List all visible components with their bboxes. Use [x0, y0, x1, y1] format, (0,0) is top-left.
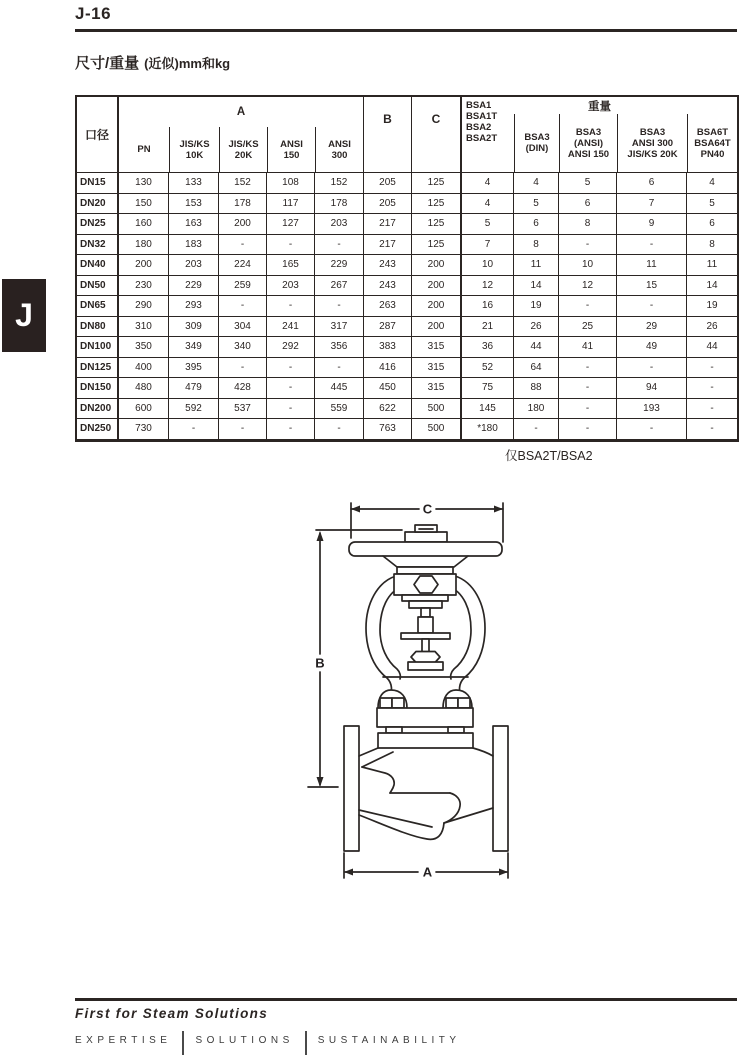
table-cell: 200: [412, 317, 462, 338]
subheader-a-2: JIS/KS 20K: [219, 127, 267, 172]
footer-tagline: First for Steam Solutions: [75, 1006, 269, 1021]
row-size-cell: DN25: [77, 214, 119, 235]
table-cell: 309: [169, 317, 219, 338]
table-cell: 763: [364, 419, 412, 440]
table-cell: 11: [617, 255, 687, 276]
table-cell: 125: [412, 214, 462, 235]
table-cell: -: [559, 419, 617, 440]
table-cell: 41: [559, 337, 617, 358]
subheader-weight-2: BSA3 (ANSI) ANSI 150: [559, 114, 617, 172]
table-cell: 6: [687, 214, 737, 235]
table-cell: 400: [119, 358, 169, 379]
table-cell: 200: [412, 276, 462, 297]
table-cell: 287: [364, 317, 412, 338]
table-cell: 117: [267, 194, 315, 215]
table-cell: 183: [169, 235, 219, 256]
table-cell: 8: [687, 235, 737, 256]
table-cell: 178: [219, 194, 267, 215]
table-cell: 205: [364, 194, 412, 215]
table-cell: 127: [267, 214, 315, 235]
valve-handwheel: [349, 525, 502, 567]
column-header-size: 口径: [77, 97, 119, 173]
table-cell: 5: [462, 214, 514, 235]
table-cell: -: [219, 296, 267, 317]
subheader-weight-1: BSA3 (DIN): [514, 114, 559, 172]
subheader-a-3: ANSI 150: [267, 127, 315, 172]
table-cell: -: [315, 296, 364, 317]
table-cell: 12: [559, 276, 617, 297]
table-cell: 5: [514, 194, 559, 215]
subheader-weight-0: BSA1 BSA1T BSA2 BSA2T: [466, 100, 498, 144]
dim-label-b: B: [315, 655, 325, 671]
footer-separator: [182, 1031, 184, 1055]
table-cell: 125: [412, 194, 462, 215]
table-cell: 203: [267, 276, 315, 297]
table-cell: 241: [267, 317, 315, 338]
valve-yoke-sleeve: [394, 567, 456, 608]
table-cell: -: [514, 419, 559, 440]
subheader-a-4: ANSI 300: [315, 127, 363, 172]
row-size-cell: DN125: [77, 358, 119, 379]
table-cell: 537: [219, 399, 267, 420]
table-cell: 52: [462, 358, 514, 379]
table-cell: 44: [514, 337, 559, 358]
table-cell: -: [169, 419, 219, 440]
row-size-cell: DN20: [77, 194, 119, 215]
table-cell: 26: [514, 317, 559, 338]
table-cell: -: [267, 358, 315, 379]
title-suffix: (近似)mm和kg: [144, 56, 231, 71]
group-a-subheaders: [119, 127, 363, 172]
table-cell: 26: [687, 317, 737, 338]
table-cell: 130: [119, 173, 169, 194]
table-cell: -: [267, 378, 315, 399]
table-cell: -: [559, 235, 617, 256]
table-cell: -: [267, 296, 315, 317]
page-code: J-16: [75, 4, 112, 23]
table-cell: 6: [617, 173, 687, 194]
table-cell: 94: [617, 378, 687, 399]
table-cell: -: [687, 419, 737, 440]
table-cell: -: [559, 399, 617, 420]
table-cell: -: [617, 419, 687, 440]
table-cell: -: [559, 378, 617, 399]
valve-stem: [401, 608, 450, 670]
table-cell: 243: [364, 255, 412, 276]
table-cell: -: [219, 358, 267, 379]
table-cell: 5: [687, 194, 737, 215]
table-cell: 152: [219, 173, 267, 194]
dimensions-table: [75, 95, 739, 442]
row-size-cell: DN200: [77, 399, 119, 420]
title-main: 尺寸/重量: [75, 55, 140, 72]
table-cell: 229: [315, 255, 364, 276]
table-cell: 356: [315, 337, 364, 358]
table-note: 仅BSA2T/BSA2: [505, 449, 593, 463]
table-cell: -: [267, 399, 315, 420]
dim-label-a: A: [422, 864, 433, 880]
table-cell: 340: [219, 337, 267, 358]
section-tab: [2, 279, 46, 352]
table-cell: 349: [169, 337, 219, 358]
table-cell: -: [617, 235, 687, 256]
footer-words: [75, 1031, 461, 1055]
table-cell: 11: [687, 255, 737, 276]
row-size-cell: DN65: [77, 296, 119, 317]
table-cell: 200: [119, 255, 169, 276]
table-cell: 500: [412, 419, 462, 440]
table-cell: 8: [514, 235, 559, 256]
table-cell: *180: [462, 419, 514, 440]
table-cell: 200: [412, 296, 462, 317]
weight-group-label: 重量: [588, 101, 611, 113]
table-cell: 4: [462, 194, 514, 215]
table-cell: 290: [119, 296, 169, 317]
table-cell: 7: [617, 194, 687, 215]
table-cell: 19: [514, 296, 559, 317]
table-cell: 4: [514, 173, 559, 194]
footer-rule: [75, 998, 737, 1001]
table-cell: 11: [514, 255, 559, 276]
row-size-cell: DN15: [77, 173, 119, 194]
table-cell: 416: [364, 358, 412, 379]
table-cell: 10: [559, 255, 617, 276]
section-tab-letter: J: [15, 297, 33, 333]
row-size-cell: DN50: [77, 276, 119, 297]
table-cell: 75: [462, 378, 514, 399]
table-cell: 4: [462, 173, 514, 194]
header-rule: [75, 29, 737, 32]
table-cell: 6: [559, 194, 617, 215]
table-cell: 428: [219, 378, 267, 399]
subheader-a-0: PN: [137, 144, 151, 155]
column-header-b: B: [364, 97, 412, 173]
table-cell: 14: [514, 276, 559, 297]
table-cell: -: [315, 419, 364, 440]
table-cell: 383: [364, 337, 412, 358]
table-cell: 25: [559, 317, 617, 338]
table-cell: 229: [169, 276, 219, 297]
subheader-a-1: JIS/KS 10K: [169, 127, 219, 172]
table-cell: -: [687, 399, 737, 420]
table-cell: 315: [412, 337, 462, 358]
table-cell: 125: [412, 173, 462, 194]
table-cell: 14: [687, 276, 737, 297]
table-cell: -: [315, 358, 364, 379]
table-cell: 133: [169, 173, 219, 194]
table-cell: -: [219, 235, 267, 256]
table-cell: 145: [462, 399, 514, 420]
table-cell: 10: [462, 255, 514, 276]
table-cell: 153: [169, 194, 219, 215]
table-cell: 479: [169, 378, 219, 399]
table-cell: 9: [617, 214, 687, 235]
table-cell: 7: [462, 235, 514, 256]
table-cell: 315: [412, 378, 462, 399]
table-cell: 163: [169, 214, 219, 235]
row-size-cell: DN250: [77, 419, 119, 440]
table-cell: -: [267, 235, 315, 256]
table-cell: 88: [514, 378, 559, 399]
table-cell: 21: [462, 317, 514, 338]
table-cell: 205: [364, 173, 412, 194]
table-cell: 160: [119, 214, 169, 235]
table-cell: -: [617, 358, 687, 379]
table-cell: -: [219, 419, 267, 440]
column-header-c: C: [412, 97, 462, 173]
table-cell: 224: [219, 255, 267, 276]
table-cell: 217: [364, 235, 412, 256]
row-size-cell: DN100: [77, 337, 119, 358]
table-cell: 8: [559, 214, 617, 235]
table-cell: -: [687, 378, 737, 399]
table-cell: 293: [169, 296, 219, 317]
table-cell: 203: [315, 214, 364, 235]
table-cell: 49: [617, 337, 687, 358]
footer-word-solutions: SOLUTIONS: [195, 1035, 294, 1046]
table-cell: 200: [219, 214, 267, 235]
table-cell: 600: [119, 399, 169, 420]
table-cell: 125: [412, 235, 462, 256]
table-cell: 500: [412, 399, 462, 420]
subheader-weight-3: BSA3 ANSI 300 JIS/KS 20K: [617, 114, 687, 172]
table-cell: 267: [315, 276, 364, 297]
column-group-weight: [462, 97, 737, 173]
table-cell: 200: [412, 255, 462, 276]
footer-separator: [305, 1031, 307, 1055]
table-cell: 203: [169, 255, 219, 276]
table-cell: 230: [119, 276, 169, 297]
table-cell: 559: [315, 399, 364, 420]
table-cell: 622: [364, 399, 412, 420]
table-cell: 5: [559, 173, 617, 194]
group-a-label: A: [236, 106, 246, 118]
table-cell: 108: [267, 173, 315, 194]
table-cell: 395: [169, 358, 219, 379]
table-cell: 6: [514, 214, 559, 235]
valve-drawing: [280, 480, 540, 900]
table-cell: -: [315, 235, 364, 256]
table-cell: 193: [617, 399, 687, 420]
row-size-cell: DN80: [77, 317, 119, 338]
row-size-cell: DN32: [77, 235, 119, 256]
dim-label-c: C: [422, 501, 433, 517]
table-cell: 29: [617, 317, 687, 338]
table-cell: 165: [267, 255, 315, 276]
table-cell: 64: [514, 358, 559, 379]
table-cell: 150: [119, 194, 169, 215]
valve-bonnet: [377, 690, 473, 748]
table-cell: 178: [315, 194, 364, 215]
table-cell: -: [559, 296, 617, 317]
table-cell: 480: [119, 378, 169, 399]
table-cell: -: [559, 358, 617, 379]
table-cell: 292: [267, 337, 315, 358]
table-cell: 36: [462, 337, 514, 358]
table-cell: 243: [364, 276, 412, 297]
page-title: [75, 52, 230, 73]
table-cell: 315: [412, 358, 462, 379]
table-cell: 16: [462, 296, 514, 317]
subheader-weight-4: BSA6T BSA64T PN40: [687, 114, 737, 172]
table-cell: 180: [119, 235, 169, 256]
table-cell: 450: [364, 378, 412, 399]
table-cell: 217: [364, 214, 412, 235]
table-cell: 4: [687, 173, 737, 194]
table-cell: 317: [315, 317, 364, 338]
table-cell: 350: [119, 337, 169, 358]
table-cell: 592: [169, 399, 219, 420]
table-cell: -: [687, 358, 737, 379]
table-cell: 15: [617, 276, 687, 297]
table-cell: -: [267, 419, 315, 440]
table-cell: 304: [219, 317, 267, 338]
table-cell: -: [617, 296, 687, 317]
table-cell: 730: [119, 419, 169, 440]
column-group-a: [119, 97, 364, 173]
table-cell: 12: [462, 276, 514, 297]
table-cell: 445: [315, 378, 364, 399]
footer-word-sustainability: SUSTAINABILITY: [317, 1035, 461, 1046]
table-cell: 180: [514, 399, 559, 420]
table-cell: 44: [687, 337, 737, 358]
table-cell: 19: [687, 296, 737, 317]
row-size-cell: DN40: [77, 255, 119, 276]
footer-word-expertise: EXPERTISE: [75, 1035, 172, 1046]
table-cell: 263: [364, 296, 412, 317]
row-size-cell: DN150: [77, 378, 119, 399]
table-cell: 259: [219, 276, 267, 297]
table-cell: 310: [119, 317, 169, 338]
table-cell: 152: [315, 173, 364, 194]
